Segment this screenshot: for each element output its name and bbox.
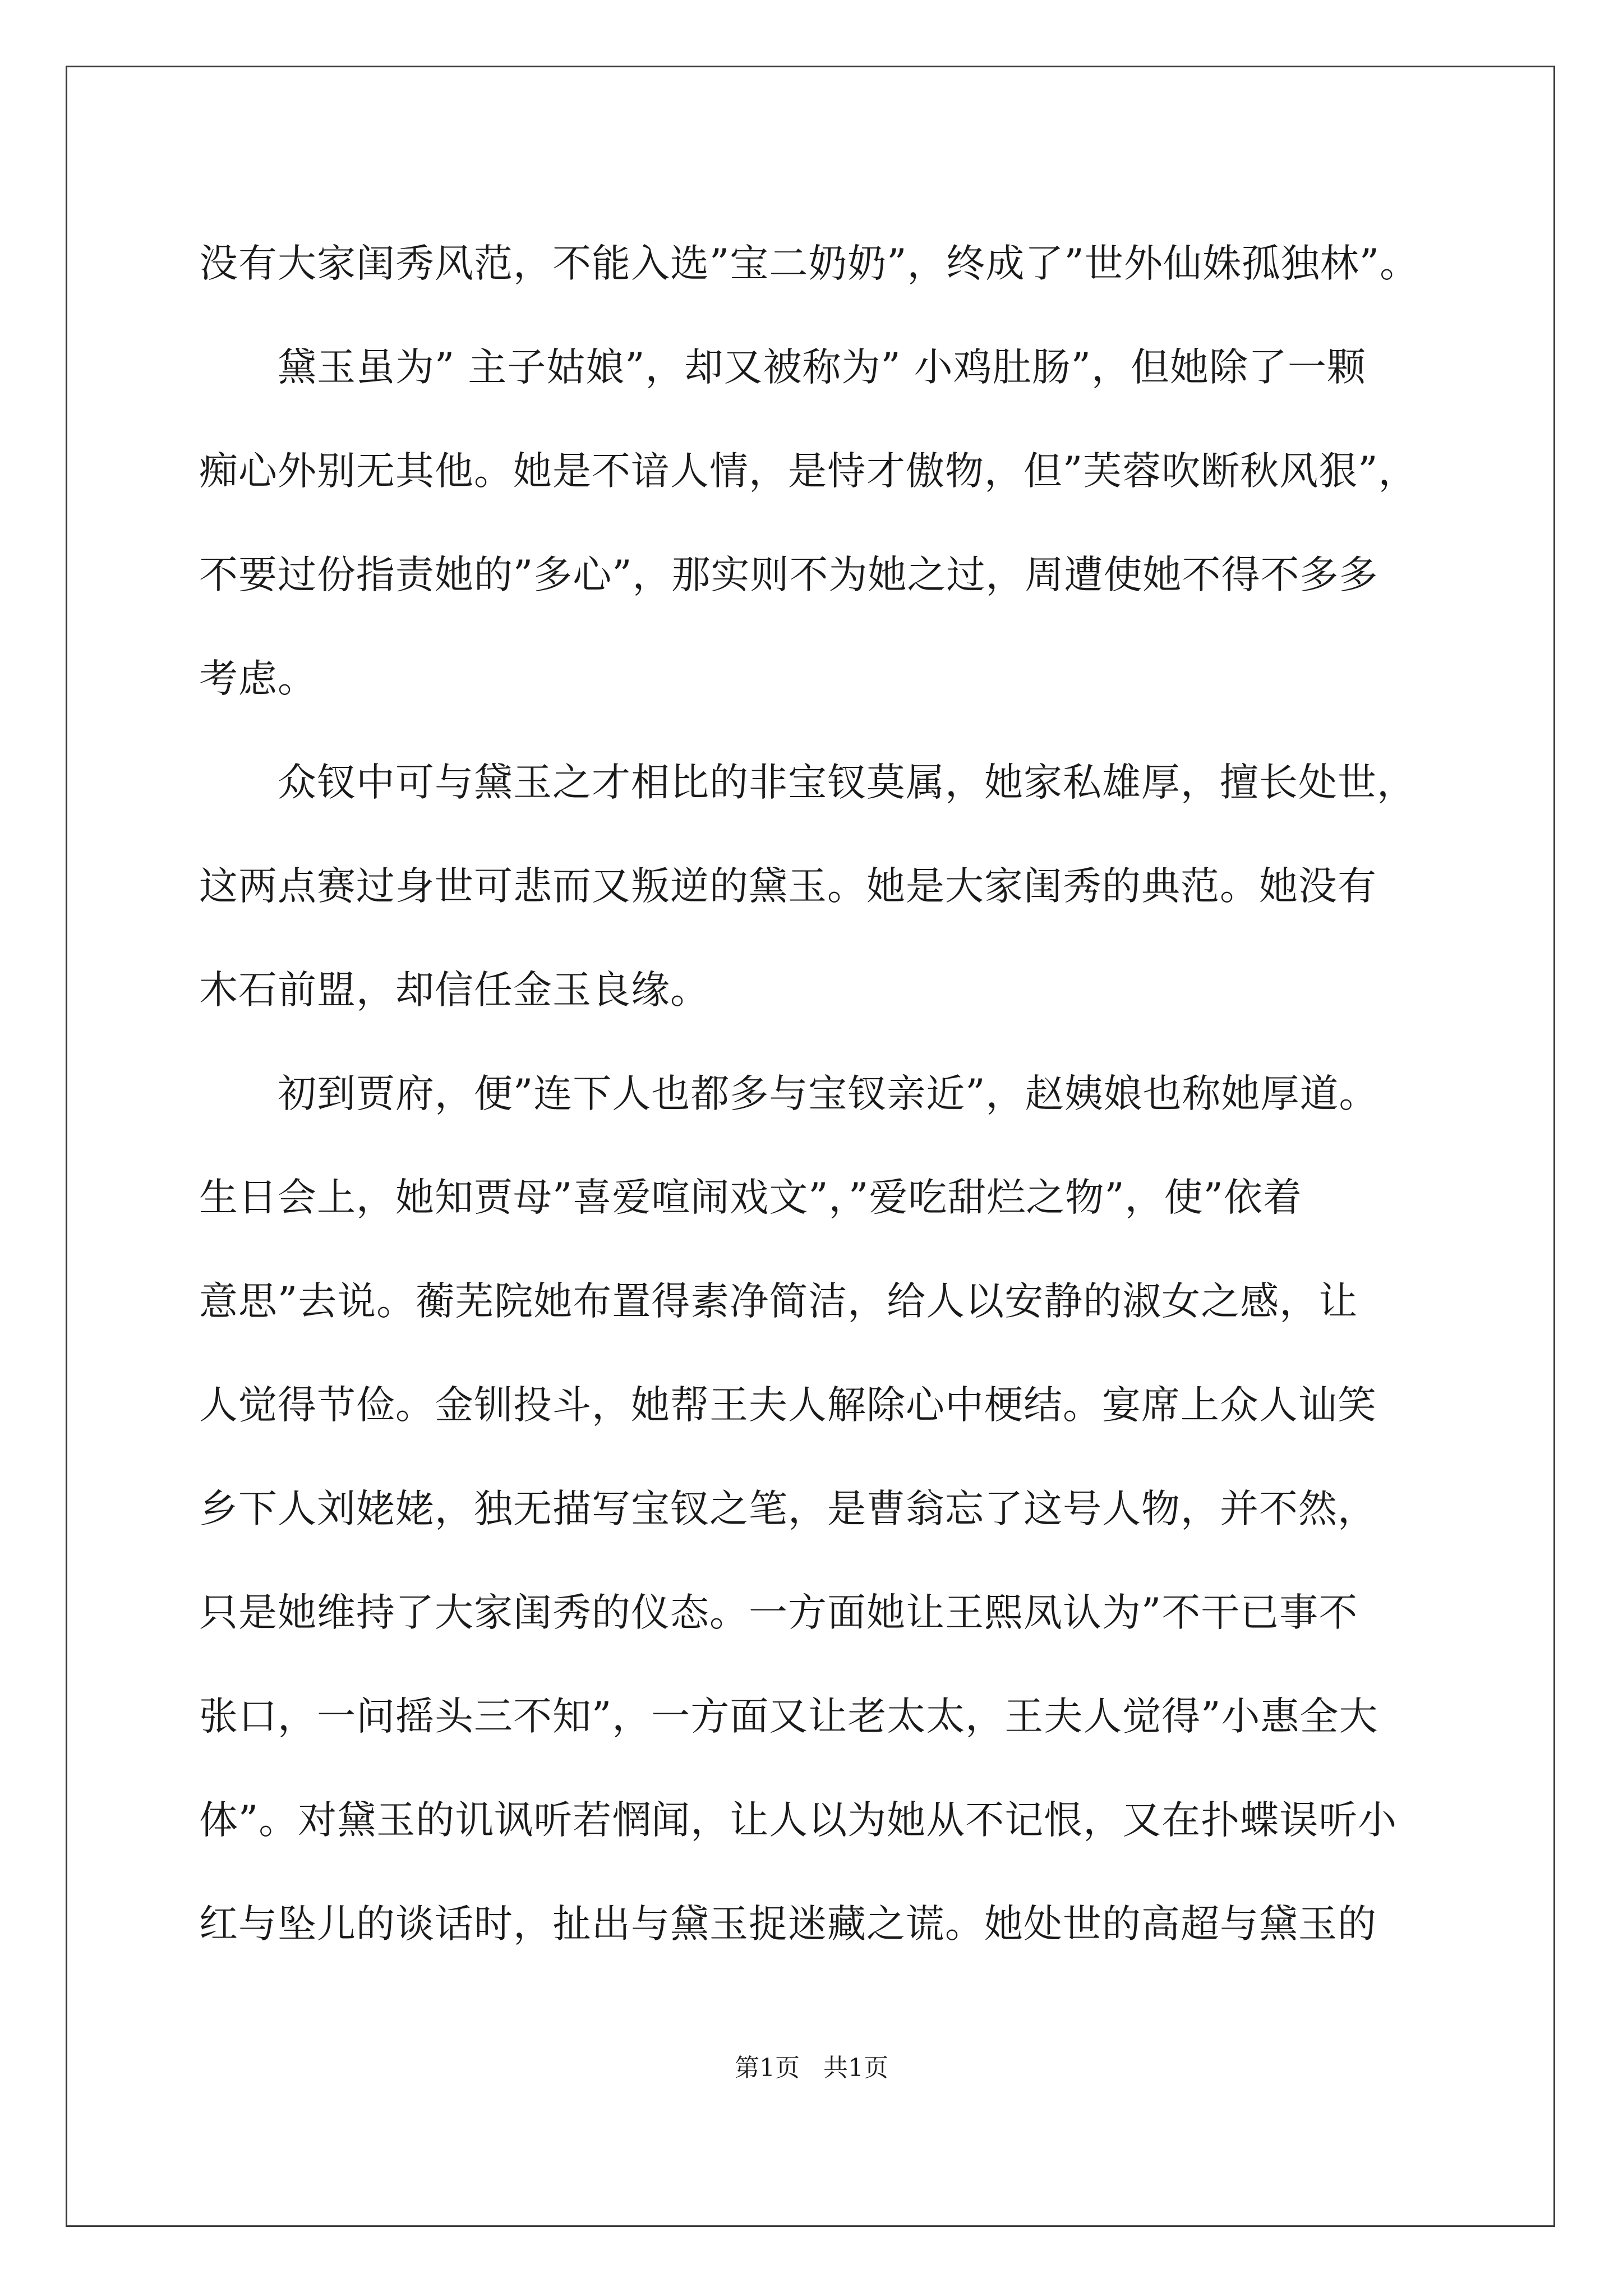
text-line: 只是她维持了大家闺秀的仪态。一方面她让王熙凤认为”不干已事不 bbox=[199, 1590, 1358, 1635]
text-line: 没有大家闺秀风范，不能入选”宝二奶奶”，终成了”世外仙姝孤独林”。 bbox=[199, 241, 1419, 286]
text-line: 意思”去说。蘅芜院她布置得素净简洁，给人以安静的淑女之感，让 bbox=[199, 1279, 1358, 1324]
text-line: 黛玉虽为” 主子姑娘”，却又被称为” 小鸡肚肠”，但她除了一颗 bbox=[199, 345, 1366, 390]
text-line: 红与坠儿的谈话时，扯出与黛玉捉迷藏之谎。她处世的高超与黛玉的 bbox=[199, 1902, 1377, 1947]
text-line: 体”。对黛玉的讥讽听若惘闻，让人以为她从不记恨，又在扑蝶误听小 bbox=[199, 1798, 1398, 1843]
page-footer bbox=[0, 2047, 1623, 2083]
text-line: 痴心外别无其他。她是不谙人情，是恃才傲物，但”芙蓉吹断秋风狠”， bbox=[199, 449, 1418, 494]
text-line: 不要过份指责她的”多心”，那实则不为她之过，周遭使她不得不多多 bbox=[199, 553, 1378, 597]
text-line: 人觉得节俭。金钏投斗，她帮王夫人解除心中梗结。宴席上众人讪笑 bbox=[199, 1383, 1377, 1428]
text-line: 张口，一问摇头三不知”，一方面又让老太太，王夫人觉得”小惠全大 bbox=[199, 1694, 1378, 1739]
text-line: 考虑。 bbox=[199, 656, 317, 701]
text-line: 乡下人刘姥姥，独无描写宝钗之笔，是曹翁忘了这号人物，并不然， bbox=[199, 1487, 1377, 1531]
text-line: 这两点赛过身世可悲而又叛逆的黛玉。她是大家闺秀的典范。她没有 bbox=[199, 864, 1377, 909]
document-body bbox=[199, 212, 1433, 1976]
text-line: 生日会上，她知贾母”喜爱喧闹戏文”，”爱吃甜烂之物”，使”依着 bbox=[199, 1175, 1302, 1220]
text-line: 众钗中可与黛玉之才相比的非宝钗莫属，她家私雄厚，擅长处世， bbox=[199, 760, 1416, 805]
page-total: 共1页 bbox=[823, 2054, 888, 2082]
text-line: 初到贾府，便”连下人也都多与宝钗亲近”，赵姨娘也称她厚道。 bbox=[199, 1071, 1378, 1116]
text-line: 木石前盟，却信任金玉良缘。 bbox=[199, 968, 709, 1013]
page-number: 第1页 bbox=[735, 2054, 800, 2082]
